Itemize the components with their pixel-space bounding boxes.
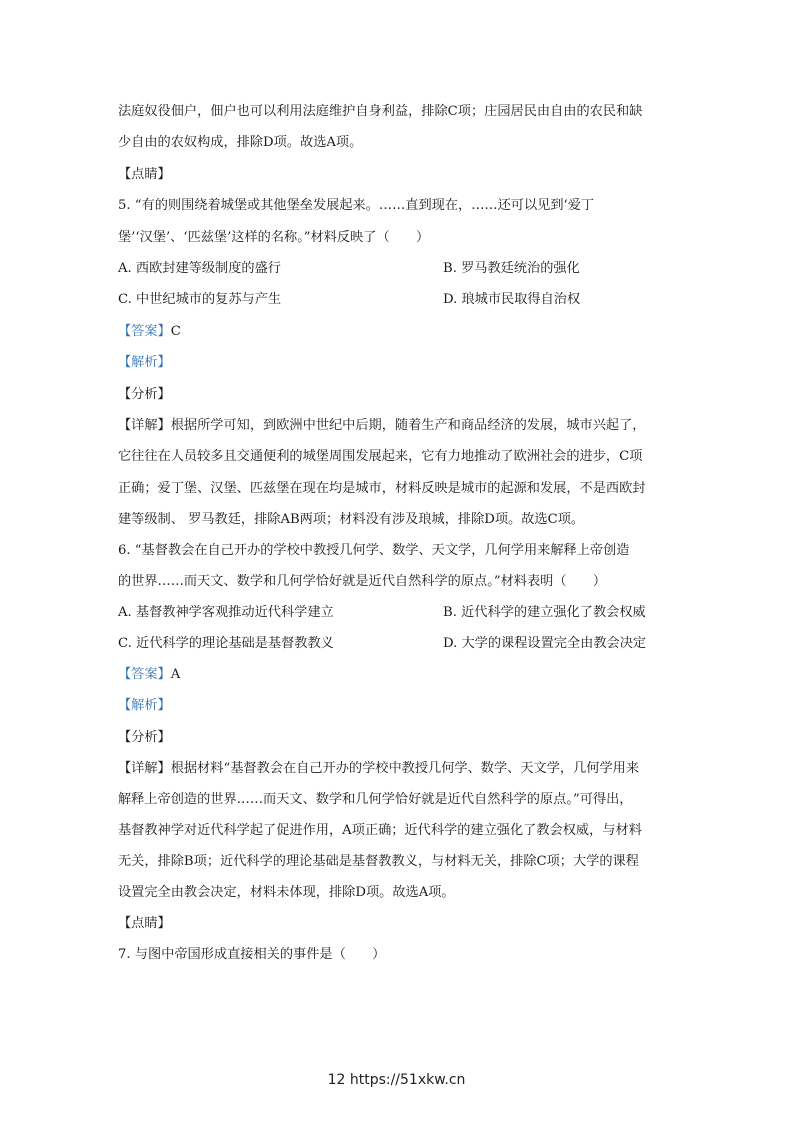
q5-detail-line-1: 【详解】根据所学可知，到欧洲中世纪中后期，随着生产和商品经济的发展，城市兴起了，: [118, 418, 646, 433]
q6-detail-line-4: 无关，排除B项；近代科学的理论基础是基督教教义，与材料无关，排除C项；大学的课程: [118, 854, 639, 869]
q6-option-a: A. 基督教神学客观推动近代科学建立: [118, 605, 334, 620]
prev-explanation-line-2: 少自由的农奴构成，排除D项。故选A项。: [118, 135, 363, 150]
q5-option-c: C. 中世纪城市的复苏与产生: [118, 292, 282, 307]
q5-option-b: B. 罗马教廷统治的强化: [443, 261, 580, 276]
q7-stem-line-1: 7. 与图中帝国形成直接相关的事件是（ ）: [118, 947, 386, 962]
prev-dianjing-label: 【点睛】: [118, 167, 171, 182]
q6-jiexi-label: 【解析】: [118, 698, 171, 713]
q6-option-b: B. 近代科学的建立强化了教会权威: [443, 605, 646, 620]
q5-answer-label: 【答案】: [118, 324, 171, 339]
q6-answer-value: A: [170, 667, 181, 682]
q6-fenxi-label: 【分析】: [118, 730, 171, 745]
q5-stem-line-2: 堡’‘汉堡’、‘匹兹堡’这样的名称。”材料反映了（ ）: [118, 230, 430, 245]
q5-detail-line-4: 建等级制、 罗马教廷，排除AB两项；材料没有涉及琅城，排除D项。故选C项。: [118, 512, 585, 527]
q6-stem-line-2: 的世界……而天文、数学和几何学恰好就是近代自然科学的原点。”材料表明（ ）: [118, 574, 607, 589]
q5-answer-value: C: [170, 324, 181, 339]
q5-option-d: D. 琅城市民取得自治权: [443, 292, 581, 307]
q6-detail-line-5: 设置完全由教会决定，材料未体现，排除D项。故选A项。: [118, 885, 455, 900]
q6-option-c: C. 近代科学的理论基础是基督教教义: [118, 636, 334, 651]
q5-detail-line-3: 正确；爱丁堡、汉堡、匹兹堡在现在均是城市，材料反映是城市的起源和发展，不是西欧封: [118, 481, 646, 496]
q5-detail-line-2: 它往往在人员较多且交通便利的城堡周围发展起来，它有力地推动了欧洲社会的进步，C项: [118, 449, 643, 464]
q5-jiexi-label: 【解析】: [118, 355, 171, 370]
prev-explanation-line-1: 法庭奴役佃户，佃户也可以利用法庭维护自身利益，排除C项；庄园居民由自由的农民和缺: [118, 104, 643, 119]
q5-answer: [118, 322, 181, 342]
q6-stem-line-1: 6. “基督教会在自己开办的学校中教授几何学、数学、天文学，几何学用来解释上帝创造: [118, 543, 630, 558]
q5-fenxi-label: 【分析】: [118, 387, 171, 402]
q6-detail-line-3: 基督教神学对近代科学起了促进作用，A项正确；近代科学的建立强化了教会权威，与材料: [118, 823, 642, 838]
page-footer: 12 https://51xkw.cn: [327, 1072, 466, 1088]
q6-dianjing-label: 【点睛】: [118, 916, 171, 931]
q6-detail-line-2: 解释上帝创造的世界……而天文、数学和几何学恰好就是近代自然科学的原点。”可得出，: [118, 792, 633, 807]
q5-option-a: A. 西欧封建等级制度的盛行: [118, 261, 281, 276]
q5-stem-line-1: 5. “有的则围绕着城堡或其他堡垒发展起来。……直到现在，……还可以见到‘爱丁: [118, 198, 595, 213]
q6-answer: [118, 665, 180, 685]
q6-answer-label: 【答案】: [118, 667, 171, 682]
q6-detail-line-1: 【详解】根据材料“基督教会在自己开办的学校中教授几何学、数学、天文学，几何学用来: [118, 761, 640, 776]
q6-option-d: D. 大学的课程设置完全由教会决定: [443, 636, 647, 651]
